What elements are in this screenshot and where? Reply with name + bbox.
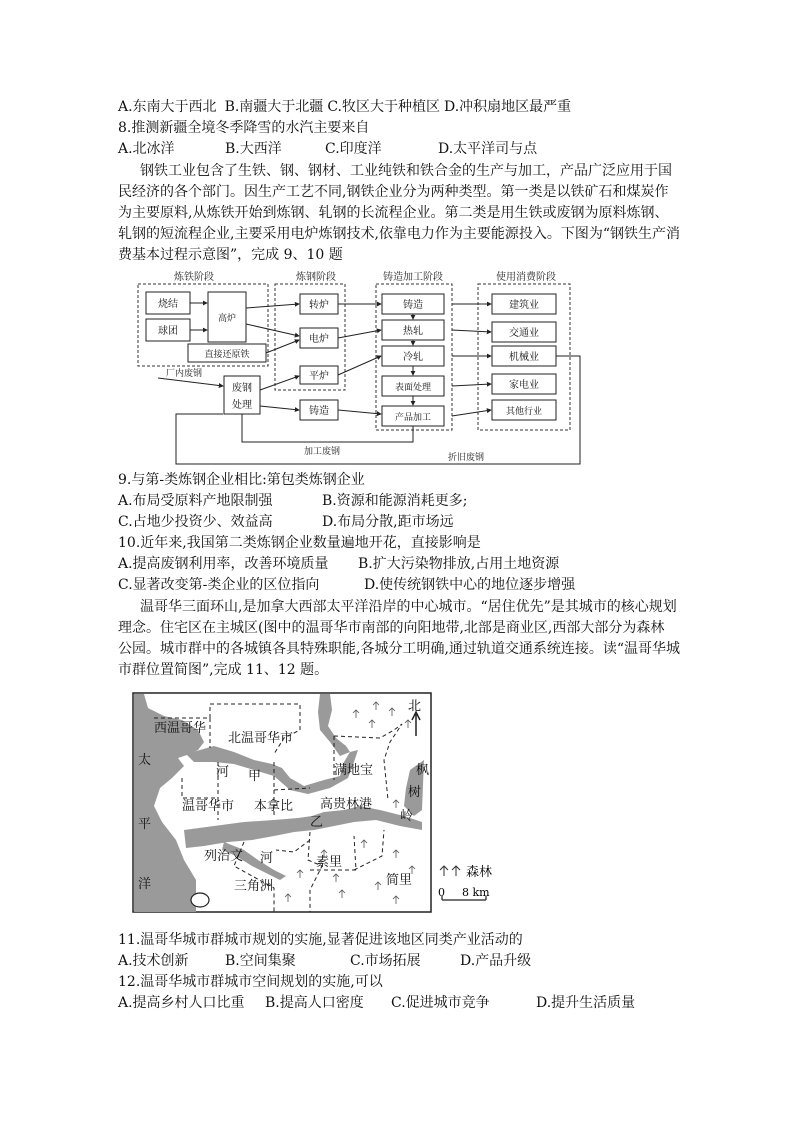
- q7-options: [118, 97, 571, 117]
- q9-options-row2: [118, 512, 454, 532]
- q10-options-row2: [118, 575, 575, 595]
- box-blast-furnace-text: 高炉: [217, 314, 237, 324]
- label-pacific-3: 洋: [138, 877, 152, 892]
- q11-options: [118, 951, 531, 971]
- box-other-text: 其他行业: [505, 407, 543, 417]
- stage-iron-label: 炼铁阶段: [174, 272, 214, 283]
- q7-option-d: D.冲积扇地区最严重: [443, 99, 572, 115]
- island: [191, 893, 209, 907]
- q10-option-c: C.显著改变第-类企业的区位指向: [118, 577, 320, 593]
- passage1-line-4: 轧钢的短流程企业,主要采用电炉炼钢技术,依靠电力作为主要能源投入。下图为“钢铁生产消: [118, 226, 681, 242]
- q12-option-a: A.提高乡村人口比重: [118, 995, 245, 1011]
- q11-option-c: C.市场拓展: [350, 953, 421, 969]
- label-delta: 三角洲: [234, 879, 274, 894]
- box-sinter-text: 烧结: [158, 299, 178, 310]
- q9-option-c: C.占地少投资少、效益高: [118, 514, 273, 530]
- box-ohf-text: 平炉: [309, 371, 329, 382]
- label-maple-3: 岭: [400, 809, 414, 824]
- label-maple-2: 树: [408, 785, 422, 800]
- passage2-line-4: 市群位置简图”,完成 11、12 题。: [118, 662, 329, 678]
- box-scrap-text-2: 处理: [232, 400, 252, 411]
- scale-km: 8 km: [462, 886, 490, 899]
- q11-option-a: A.技术创新: [118, 953, 189, 969]
- passage1-line-3: 为主要原料,从炼铁开始到炼钢、轧钢的长流程企业。第二类是用生铁或废钢为原料炼钢、: [118, 205, 669, 221]
- box-dri-text: 直接还原铁: [204, 350, 250, 360]
- q11-option-b: B.空间集聚: [225, 953, 296, 969]
- label-richmond: 列治文: [204, 849, 244, 864]
- label-pacific-2: 平: [138, 817, 152, 832]
- box-cold-roll-text: 冷轧: [403, 352, 423, 363]
- q12-stem: 12.温哥华城市群城市空间规划的实施,可以: [118, 974, 383, 990]
- q10-stem: 10.近年来,我国第二类炼钢企业数量遍地开花，直接影响是: [118, 535, 481, 551]
- box-hot-roll-text: 热轧: [403, 326, 423, 337]
- box-pellet-text: 球团: [158, 326, 178, 337]
- legend-forest-icon: [440, 866, 460, 876]
- stage-cast-label: 铸造加工阶段: [383, 272, 443, 283]
- label-surrey: 素里: [316, 855, 343, 870]
- passage1-line-1: 钢铁工业包含了生铁、钢、钢材、工业纯铁和铁合金的生产与加工，产品广泛应用于国: [140, 163, 672, 179]
- q8-stem: 8.推测新疆全境冬季降雪的水汽主要来自: [118, 120, 370, 136]
- legend-forest-label: 森林: [466, 865, 493, 880]
- q9-option-b: B.资源和能源消耗更多;: [322, 493, 468, 509]
- label-port-moody: 满地宝: [334, 763, 374, 778]
- q8-options: [118, 139, 537, 159]
- label-north-vancouver: 北温哥华市: [228, 731, 294, 746]
- vancouver-map: [124, 690, 524, 918]
- label-jia: 甲: [248, 769, 262, 784]
- label-burnaby: 本拿比: [254, 799, 294, 814]
- q8-option-a: A.北冰洋: [118, 141, 175, 157]
- passage1-line-5: 费基本过程示意图”，完成 9、10 题: [118, 247, 343, 263]
- label-process-scrap: 加工废钢: [304, 447, 341, 457]
- label-old-scrap: 折旧废钢: [448, 453, 485, 463]
- label-west-vancouver: 西温哥华: [154, 721, 207, 736]
- q8-option-d: D.太平洋司与点: [438, 141, 538, 157]
- stage-steel-label: 炼钢阶段: [296, 272, 336, 283]
- q10-option-d: D.使传统钢铁中心的地位逐步增强: [364, 577, 576, 593]
- q9-stem: 9.与第-类炼钢企业相比:第包类炼钢企业: [118, 472, 365, 488]
- box-appliance-text: 家电业: [509, 380, 539, 391]
- box-scrap-text-1: 废钢: [232, 383, 252, 394]
- passage2-line-2: 理念。住宅区在主城区(图中的温哥华市南部的向阳地带,北部是商业区,西部大部分为森林: [118, 620, 665, 636]
- q7-option-c: C.牧区大于种植区: [327, 99, 440, 115]
- q11-option-d: D.产品升级: [460, 953, 532, 969]
- passage2-line-1: 温哥华三面环山,是加拿大西部太平洋沿岸的中心城市。“居住优先”是其城市的核心规划: [140, 599, 677, 615]
- label-he-2: 河: [260, 851, 274, 866]
- q9-option-a: A.布局受原料产地限制强: [118, 493, 273, 509]
- box-product-text: 产品加工: [394, 413, 432, 423]
- scale-zero: 0: [438, 886, 445, 899]
- passage1-line-2: 民经济的各个部门。因生产工艺不同,钢铁企业分为两种类型。第一类是以铁矿石和煤炭作: [118, 184, 669, 200]
- label-yi: 乙: [310, 815, 324, 830]
- box-casting-text: 铸造: [403, 300, 423, 311]
- q11-stem: 11.温哥华城市群城市规划的实施,显著促进该地区同类产业活动的: [118, 932, 523, 948]
- q8-option-b: B.大西洋: [225, 141, 282, 157]
- box-machinery-text: 机械业: [509, 352, 539, 363]
- label-vancouver: 温哥华市: [182, 799, 235, 814]
- label-langley: 简里: [386, 873, 413, 888]
- box-cast-2-text: 铸造: [309, 406, 329, 417]
- q12-option-c: C.促进城市竞争: [391, 995, 490, 1011]
- label-maple-1: 枫: [416, 763, 430, 778]
- box-transport-text: 交通业: [509, 328, 539, 339]
- box-converter-text: 转炉: [309, 300, 329, 311]
- q9-option-d: D.布局分散,距市场远: [322, 514, 454, 530]
- label-port-coquitlam: 高贵林港: [320, 797, 373, 812]
- q7-option-a: A.东南大于西北: [118, 99, 217, 115]
- stage-use-label: 使用消费阶段: [496, 272, 556, 283]
- box-eaf-text: 电炉: [309, 334, 329, 345]
- q9-options: [118, 491, 467, 511]
- passage2-line-3: 公园。城市群中的各城镇各具特殊职能,各城分工明确,通过轨道交通系统连接。读“温哥华城: [118, 641, 681, 657]
- label-he-1: 河: [216, 765, 230, 780]
- q10-option-a: A.提高废钢利用率，改善环境质量: [118, 556, 329, 572]
- label-domestic-scrap: 厂内废钢: [166, 369, 203, 379]
- q10-options: [118, 554, 559, 574]
- label-pacific-1: 太: [138, 753, 152, 768]
- q12-options: [118, 993, 635, 1013]
- q8-option-c: C.印度洋: [325, 141, 382, 157]
- q7-option-b: B.南疆大于北疆: [224, 99, 324, 115]
- box-construction-text: 建筑业: [509, 300, 539, 311]
- q12-option-d: D.提升生活质量: [536, 995, 636, 1011]
- north-label: 北: [408, 699, 422, 714]
- steel-process-diagram: [118, 268, 598, 468]
- q10-option-b: B.扩大污染物排放,占用土地资源: [358, 556, 560, 572]
- q12-option-b: B.提高人口密度: [265, 995, 364, 1011]
- box-surface-text: 表面处理: [394, 383, 432, 393]
